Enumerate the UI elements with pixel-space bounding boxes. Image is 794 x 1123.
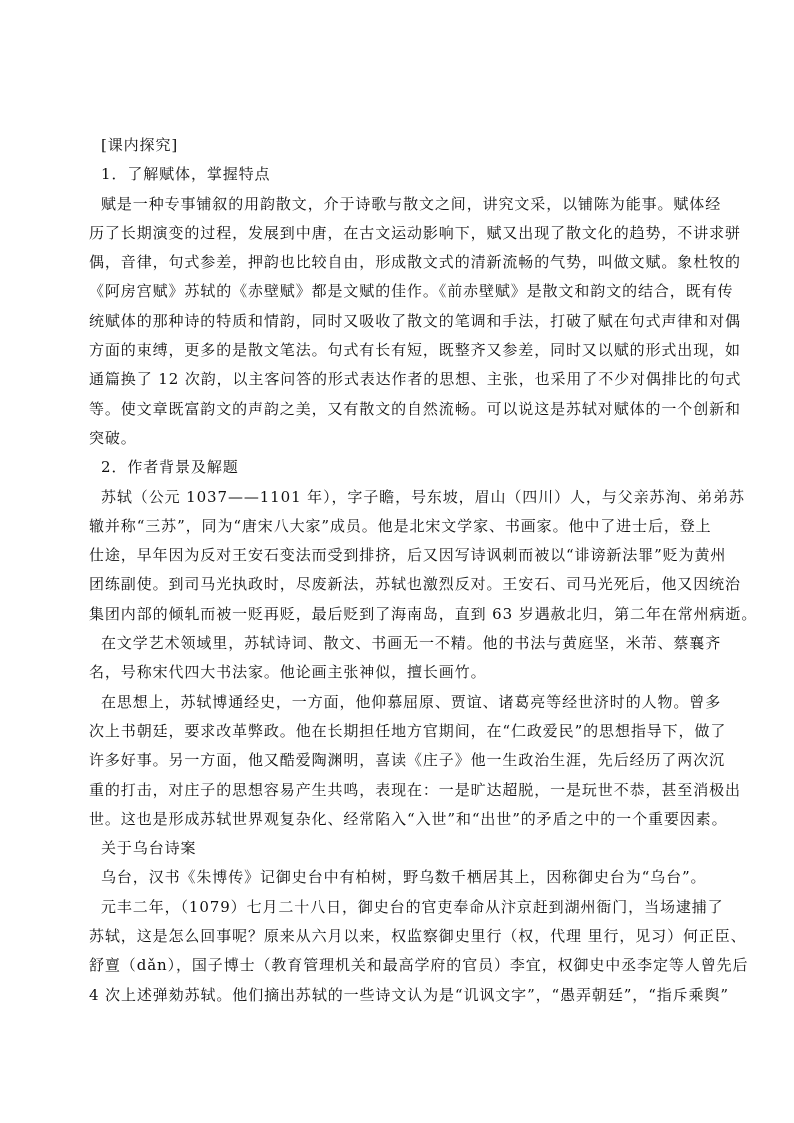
text-line: 仕途，早年因为反对王安石变法而受到排挤，后又因写诗讽刺而被以“诽谤新法罪”贬为黄州: [89, 546, 727, 565]
text-line: 重的打击，对庄子的思想容易产生共鸣，表现在：一是旷达超脱，一是玩世不恭，甚至消极出: [89, 780, 741, 799]
text-line: 《阿房宫赋》苏轼的《赤壁赋》都是文赋的佳作。《前赤壁赋》是散文和韵文的结合，既有传: [89, 282, 734, 301]
text-line: 许多好事。另一方面，他又酷爱陶渊明，喜读《庄子》他一生政治生涯，先后经历了两次沉: [89, 751, 726, 770]
text-line: 历了长期演变的过程，发展到中唐，在古文运动影响下，赋又出现了散文化的趋势，不讲求骈: [89, 223, 741, 242]
text-line: 突破。: [89, 428, 137, 447]
document-body: [89, 131, 758, 1010]
text-line: 辙并称“三苏”，同为“唐宋八大家”成员。他是北宋文学家、书画家。他中了进士后，登上: [89, 516, 712, 535]
text-line: 在文学艺术领域里，苏轼诗词、散文、书画无一不精。他的书法与黄庭坚，米芾、蔡襄齐: [101, 634, 722, 653]
text-line: 苏轼，这是怎么回事呢？原来从六月以来，权监察御史里行（权，代理 里行，见习）何正臣、: [89, 927, 747, 946]
section-title: [课内探究]: [101, 136, 179, 154]
text-line: 次上书朝廷，要求改革弊政。他在长期担任地方官期间，在“仁政爱民”的思想指导下，做了: [89, 721, 727, 740]
paragraph-arts: [89, 629, 721, 688]
text-line: 在思想上，苏轼博通经史，一方面，他仰慕屈原、贾谊、诸葛亮等经世济时的人物。曾多: [101, 692, 722, 711]
heading-wutai-case: 关于乌台诗案: [101, 839, 197, 858]
text-line: 苏轼（公元 1037——1101 年），字子瞻，号东坡，眉山（四川）人，与父亲苏洵、弟弟苏: [101, 487, 745, 506]
heading-author-background: 2．作者背景及解题: [101, 458, 239, 477]
text-line: 元丰二年，（1079）七月二十八日，御史台的官吏奉命从汴京赶到湖州衙门，当场逮捕了: [101, 897, 724, 916]
paragraph-author-bio: [89, 483, 758, 629]
text-line: 世。这也是形成苏轼世界观复杂化、经常陷入“入世”和“出世”的矛盾之中的一个重要因素。: [89, 809, 728, 828]
text-line: 4 次上述弹劾苏轼。他们摘出苏轼的一些诗文认为是“讥讽文字”，“愚弄朝廷”，“指斥乘舆”: [89, 985, 729, 1004]
text-line: 名，号称宋代四大书法家。他论画主张神似，擅长画竹。: [89, 663, 487, 682]
text-line: 方面的束缚，更多的是散文笔法。句式有长有短，既整齐又参差，同时又以赋的形式出现，如: [89, 341, 741, 360]
paragraph-wutai-events: [89, 893, 749, 1010]
paragraph-fu-style: [89, 190, 742, 454]
paragraph-thought: [89, 688, 741, 834]
text-line: 统赋体的那种诗的特质和情韵，同时又吸收了散文的笔调和手法，打破了赋在句式声律和对偶: [89, 311, 741, 330]
text-line: 乌台，汉书《朱博传》记御史台中有柏树，野乌数千栖居其上，因称御史台为“乌台”。: [101, 868, 707, 887]
text-line: 集团内部的倾轧而被一贬再贬，最后贬到了海南岛，直到 63 岁遇赦北归，第二年在常州病逝。: [89, 604, 758, 623]
text-line: 等。使文章既富韵文的声韵之美，又有散文的自然流畅。可以说这是苏轼对赋体的一个创新和: [89, 399, 741, 418]
text-line: 通篇换了 12 次韵，以主客问答的形式表达作者的思想、主张，也采用了不少对偶排比的句式: [89, 370, 742, 389]
text-line: 赋是一种专事铺叙的用韵散文，介于诗歌与散文之间，讲究文采，以铺陈为能事。赋体经: [101, 194, 722, 213]
text-line: 偶，音律，句式参差，押韵也比较自由，形成散文式的清新流畅的气势，叫做文赋。象杜牧的: [89, 253, 741, 272]
text-line: 团练副使。到司马光执政时，尽废新法，苏轼也激烈反对。王安石、司马光死后，他又因统治: [89, 575, 741, 594]
heading-fu-style: 1．了解赋体，掌握特点: [101, 165, 271, 184]
text-line: 舒亶（dǎn），国子博士（教育管理机关和最高学府的官员）李宜，权御史中丞李定等人曾先后: [89, 956, 749, 975]
paragraph-wutai-definition: [89, 863, 721, 892]
